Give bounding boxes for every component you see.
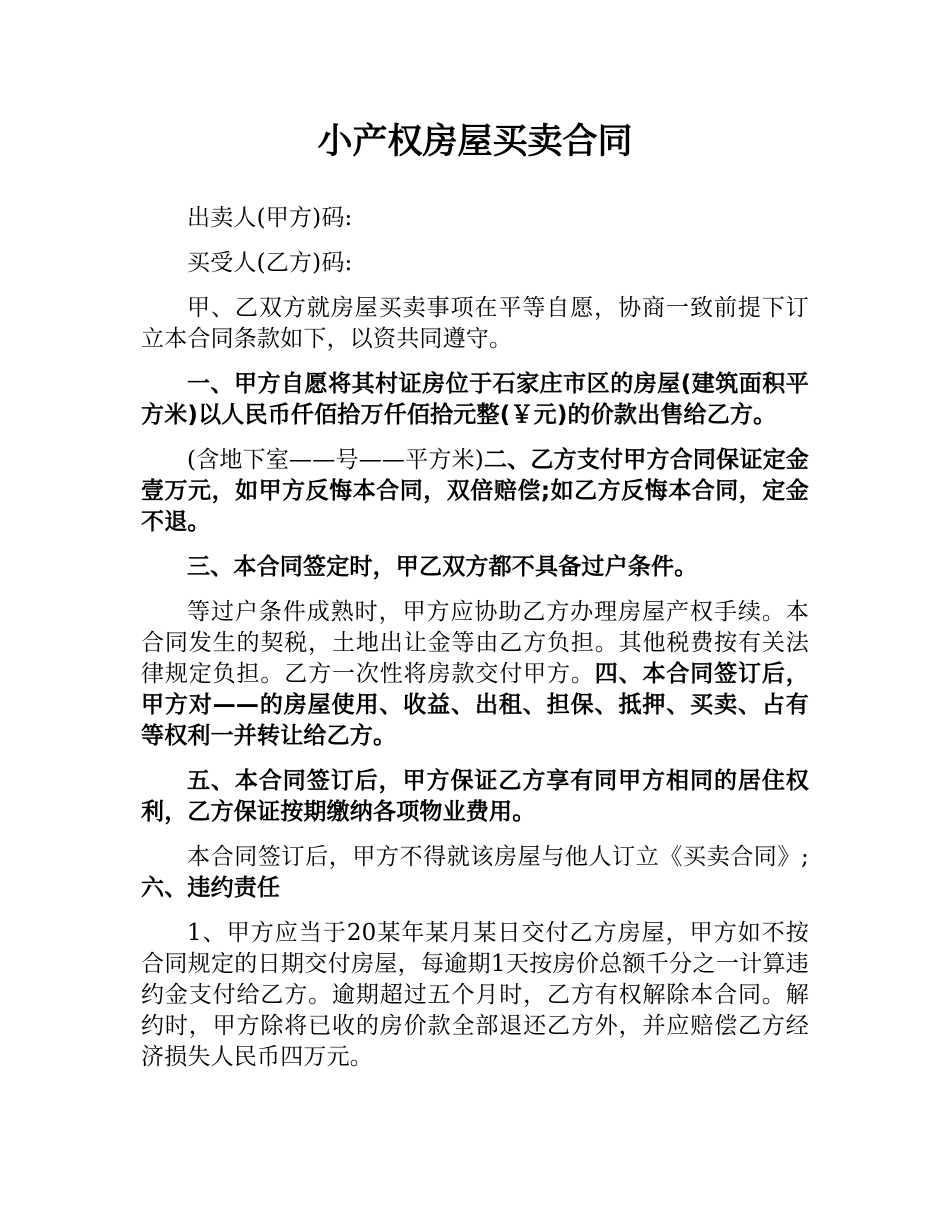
intro-paragraph: 甲、乙双方就房屋买卖事项在平等自愿，协商一致前提下订立本合同条款如下，以资共同遵守。 xyxy=(141,295,809,352)
clause-3: 三、本合同签定时，甲乙双方都不具备过户条件。 xyxy=(187,554,698,580)
clause-2-prefix: (含地下室——号——平方米) xyxy=(187,447,484,473)
buyer-line: 买受人(乙方)码: xyxy=(187,250,353,276)
clause-6-heading: 六、违约责任 xyxy=(141,875,281,901)
clause-3-detail: 等过户条件成熟时，甲方应协助乙方办理房屋产权手续。本合同发生的契税，土地出让金等由乙方负担。其他税费按有关法律规定负担。乙方一次性将房款交付甲方。 xyxy=(141,599,809,687)
clause-1: 一、甲方自愿将其村证房位于石家庄市区的房屋(建筑面积平方米)以人民币仟佰拾万仟佰拾元整(￥元)的价款出售给乙方。 xyxy=(141,371,809,428)
clause-2: 二、乙方支付甲方合同保证定金壹万元，如甲方反悔本合同，双倍赔偿;如乙方反悔本合同，定金不退。 xyxy=(141,447,809,535)
clause-4: 四、本合同签订后，甲方对——的房屋使用、收益、出租、担保、抵押、买卖、占有等权利一并转让给乙方。 xyxy=(141,661,809,749)
document-title: 小产权房屋买卖合同 xyxy=(317,122,633,162)
clause-6-item-1: 1、甲方应当于20某年某月某日交付乙方房屋，甲方如不按合同规定的日期交付房屋，每逾期1天按房价总额千分之一计算违约金支付给乙方。逾期超过五个月时，乙方有权解除本合同。解约时，甲方除将已收的房价款全部退还乙方外，并应赔偿乙方经济损失人民币四万元。 xyxy=(141,920,809,1070)
clause-5-6-paragraph xyxy=(141,842,809,904)
clause-2-paragraph xyxy=(141,445,809,538)
document-body xyxy=(141,203,809,1087)
clause-5: 五、本合同签订后，甲方保证乙方享有同甲方相同的居住权利，乙方保证按期缴纳各项物业费用。 xyxy=(141,768,809,825)
seller-line: 出卖人(甲方)码: xyxy=(187,205,353,231)
clause-3-4-paragraph xyxy=(141,597,809,752)
clause-5-detail: 本合同签订后，甲方不得就该房屋与他人订立《买卖合同》; xyxy=(187,844,809,870)
